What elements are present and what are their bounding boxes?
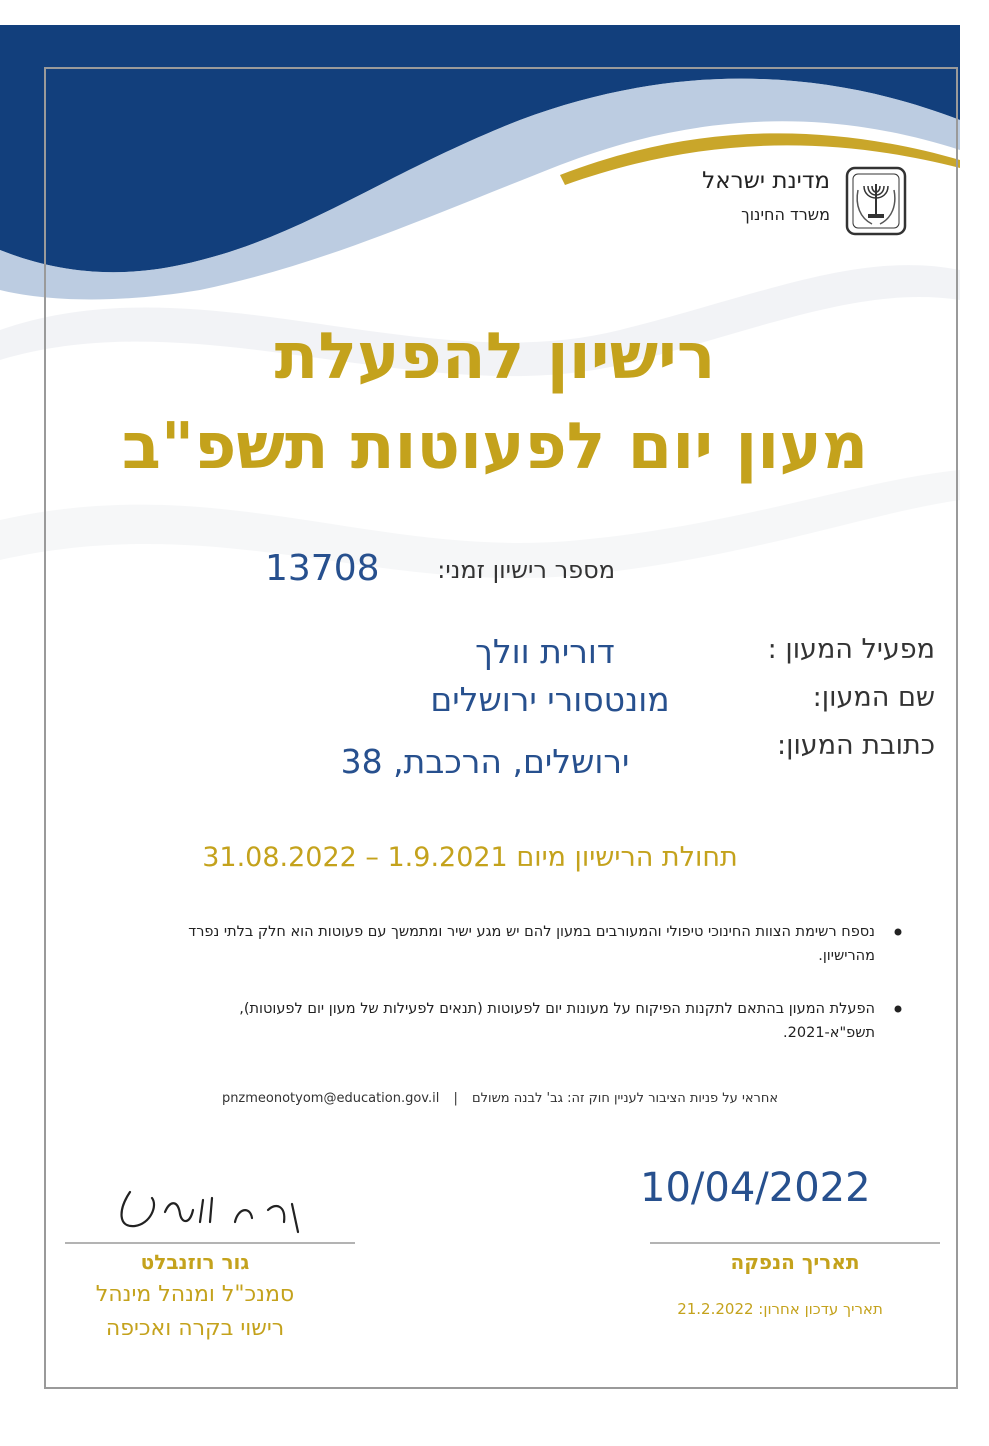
bullet-dot-1 <box>895 929 902 936</box>
note-item <box>120 997 875 1045</box>
daycare-name-value: מונטסורי ירושלים <box>430 680 670 719</box>
issue-date: 10/04/2022 <box>640 1165 871 1211</box>
signatory-role-line-1: סמנכ"ל ומנהל מינהל <box>95 1282 295 1307</box>
address-value: ירושלים, הרכבת, 38 <box>340 742 630 781</box>
issue-date-label: תאריך הנפקה <box>730 1250 860 1274</box>
bullet-dot-2 <box>895 1006 902 1013</box>
validity-period: תחולת הרישיון מיום 1.9.2021 – 31.08.2022 <box>202 842 738 873</box>
operator-label: מפעיל המעון : <box>767 634 935 665</box>
contact-line <box>190 1091 810 1106</box>
note-item <box>120 920 875 968</box>
note-line: תשפ"א-2021. <box>783 1025 875 1041</box>
contact-responsible: אחראי על פניות הציבור לעניין חוק זה: גב' לבנה משולם <box>472 1091 779 1106</box>
note-line: נספח רשימת הצוות החינוכי טיפולי והמעורבים במעון להם יש מגע ישיר ומתמשך עם פעוטות הוא חלק בלתי נפרד <box>188 924 875 940</box>
contact-separator: | <box>453 1091 458 1106</box>
state-emblem-icon <box>847 168 905 234</box>
signatory-name: גור רוזנבלט <box>140 1250 250 1274</box>
note-line: הפעלת המעון בהתאם לתקנות הפיקוח על מעונות יום לפעוטות (תנאים לפעילות של מעון יום לפעוטות), <box>239 1001 875 1017</box>
license-number-label: מספר רישיון זמני: <box>437 556 615 584</box>
title-line-2: מעון יום לפעוטות תשפ"ב <box>121 410 869 484</box>
title-line-1: רישיון להפעלת <box>274 320 716 394</box>
handwritten-signature <box>122 1192 298 1232</box>
note-line: מהרישיון. <box>818 948 875 964</box>
ministry-name: משרד החינוך <box>741 205 830 224</box>
daycare-name-label: שם המעון: <box>812 682 935 713</box>
signatory-role-line-2: רישוי בקרה ואכיפה <box>105 1316 285 1341</box>
operator-value: דורית וולך <box>475 632 615 671</box>
address-label: כתובת המעון: <box>776 730 935 761</box>
last-updated: תאריך עדכון אחרון: 21.2.2022 <box>677 1300 883 1318</box>
country-name: מדינת ישראל <box>702 168 830 194</box>
license-number: 13708 <box>265 548 380 589</box>
contact-email[interactable]: pnzmeonotyom@education.gov.il <box>221 1091 440 1106</box>
